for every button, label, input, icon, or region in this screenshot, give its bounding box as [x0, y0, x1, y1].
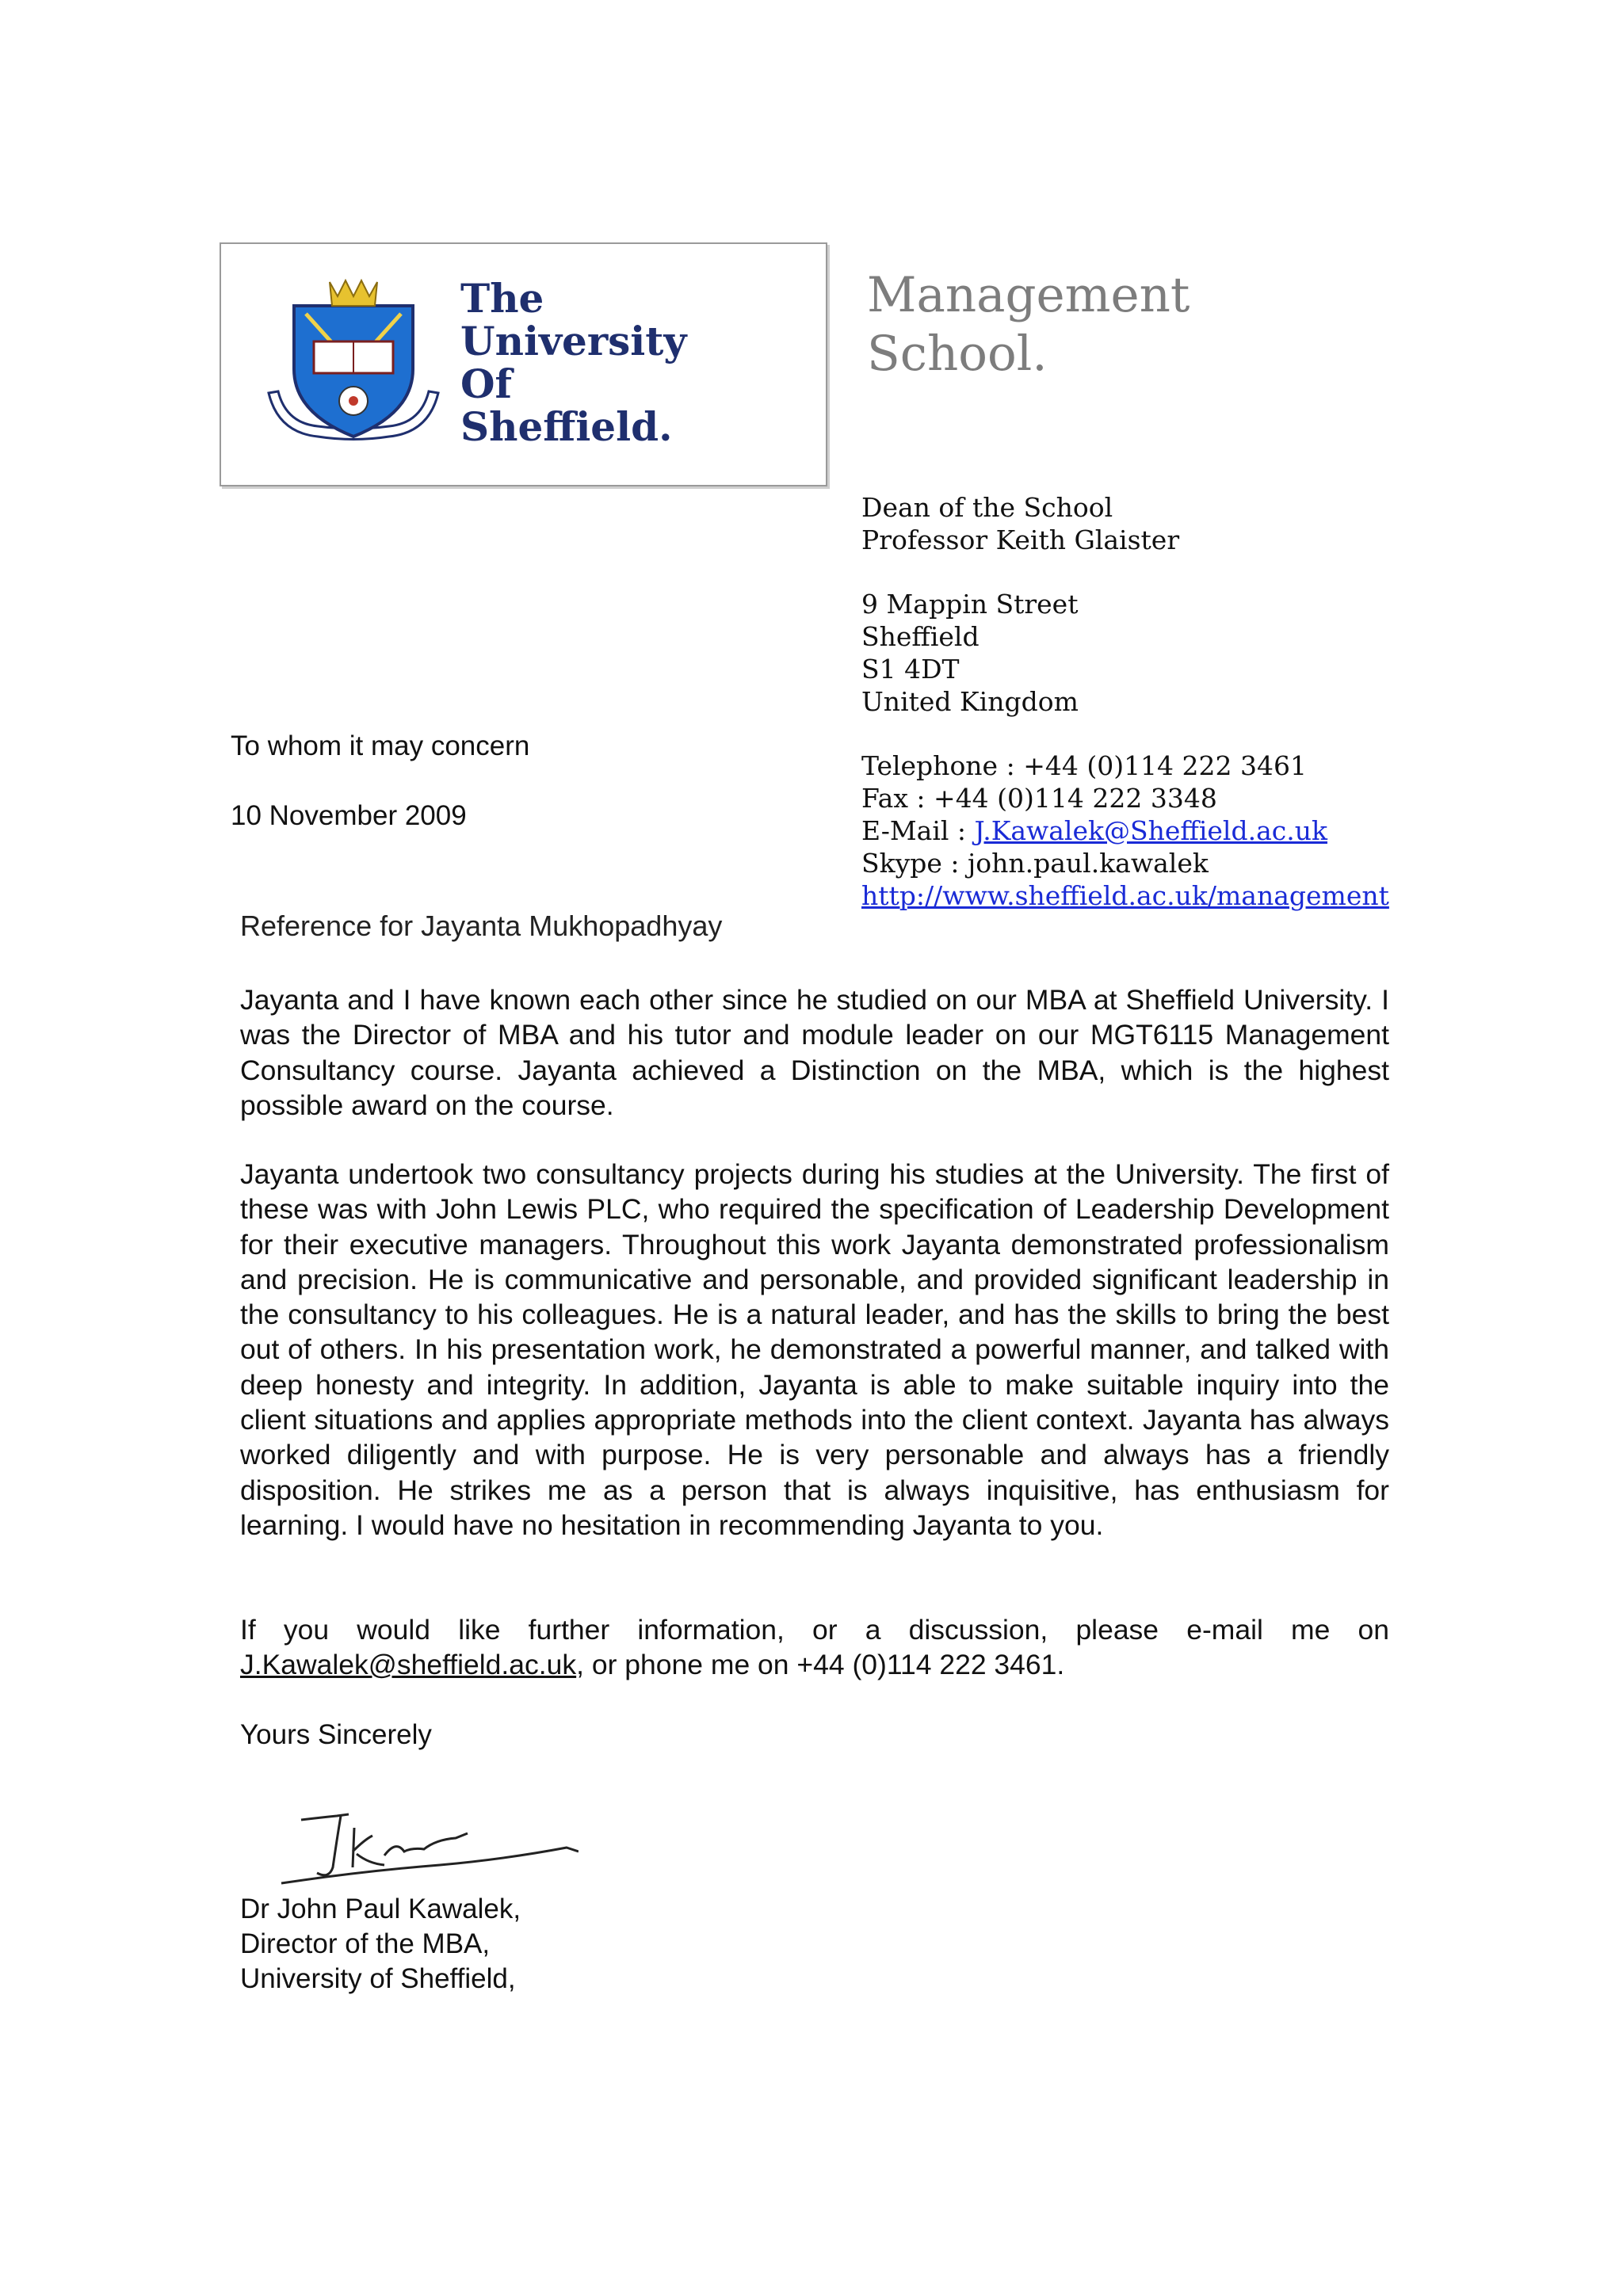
address-line: United Kingdom [861, 686, 1079, 717]
email-label: E-Mail : [861, 815, 975, 846]
paragraph-2 [240, 1157, 1389, 1543]
signatory-name: Dr John Paul Kawalek, [240, 1894, 521, 1924]
paragraph-3-pre: If you would like further information, or a discussion, please e-mail me on [240, 1614, 1389, 1646]
handwritten-signature-icon [265, 1792, 579, 1887]
signatory-org: University of Sheffield, [240, 1963, 516, 1994]
letter-date: 10 November 2009 [231, 800, 467, 831]
paragraph-1-text: Jayanta and I have known each other since he studied on our MBA at Sheffield University. I was the Director of MBA and his tutor and module leader on our MGT6115 Management Consultancy course. Jayanta achieved a Distinction on the MBA, which is the highest possible award on the course. [240, 984, 1389, 1121]
logo-line-1: The [460, 275, 544, 322]
address-line: 9 Mappin Street [861, 589, 1079, 620]
salutation: To whom it may concern [231, 730, 530, 761]
skype-line: Skype : john.paul.kawalek [861, 848, 1209, 879]
logo-wordmark [460, 277, 686, 448]
logo-line-3: Of [460, 360, 513, 407]
logo-line-2: University [460, 318, 687, 364]
paragraph-email-link[interactable]: J.Kawalek@sheffield.ac.uk [240, 1649, 577, 1681]
paragraph-1 [240, 982, 1389, 1123]
website-line [861, 879, 1389, 912]
department-line-1: Management [867, 267, 1190, 323]
paragraph-2-text: Jayanta undertook two consultancy projects during his studies at the University. The first of these was with John Lewis PLC, who required the specification of Leadership Development for their executive managers. Throughout this work Jayanta demonstrated professionalism and precision. He is communicative and personable, and provided significant leadership in the consultancy to his colleagues. He is a natural leader, and has the skills to bring the best out of others. In his presentation work, he demonstrated a powerful manner, and talked with deep honesty and integrity. In addition, Jayanta is able to make suitable inquiry into the client situations and applies appropriate methods into the client context. Jayanta has always worked diligently and with purpose. He is very personable and always has a friendly disposition. He strikes me as a person that is always inquisitive, has enthusiasm for learning. I would have no hesitation in recommending Jayanta to you. [240, 1158, 1389, 1541]
address-block [861, 588, 1079, 718]
signatory-block [240, 1892, 521, 1997]
dean-name: Professor Keith Glaister [861, 524, 1180, 555]
email-link[interactable]: J.Kawalek@Sheffield.ac.uk [974, 815, 1327, 846]
paragraph-3 [240, 1612, 1389, 1683]
dean-block [861, 491, 1179, 556]
logo-line-4: Sheffield. [460, 403, 673, 450]
university-crest-icon [262, 274, 445, 456]
subject-line: Reference for Jayanta Mukhopadhyay [240, 910, 723, 942]
university-logo [220, 242, 827, 486]
address-line: Sheffield [861, 621, 980, 652]
contact-details [861, 749, 1389, 912]
website-link[interactable]: http://www.sheffield.ac.uk/management [861, 880, 1389, 911]
fax-line: Fax : +44 (0)114 222 3348 [861, 783, 1217, 814]
department-line-2: School. [867, 326, 1048, 382]
telephone-line: Telephone : +44 (0)114 222 3461 [861, 750, 1307, 781]
paragraph-3-post: , or phone me on +44 (0)114 222 3461. [576, 1649, 1065, 1681]
email-line [861, 814, 1389, 847]
dean-role: Dean of the School [861, 492, 1113, 523]
address-line: S1 4DT [861, 654, 960, 685]
signatory-title: Director of the MBA, [240, 1928, 491, 1959]
department-heading [867, 266, 1190, 383]
closing: Yours Sincerely [240, 1719, 432, 1750]
